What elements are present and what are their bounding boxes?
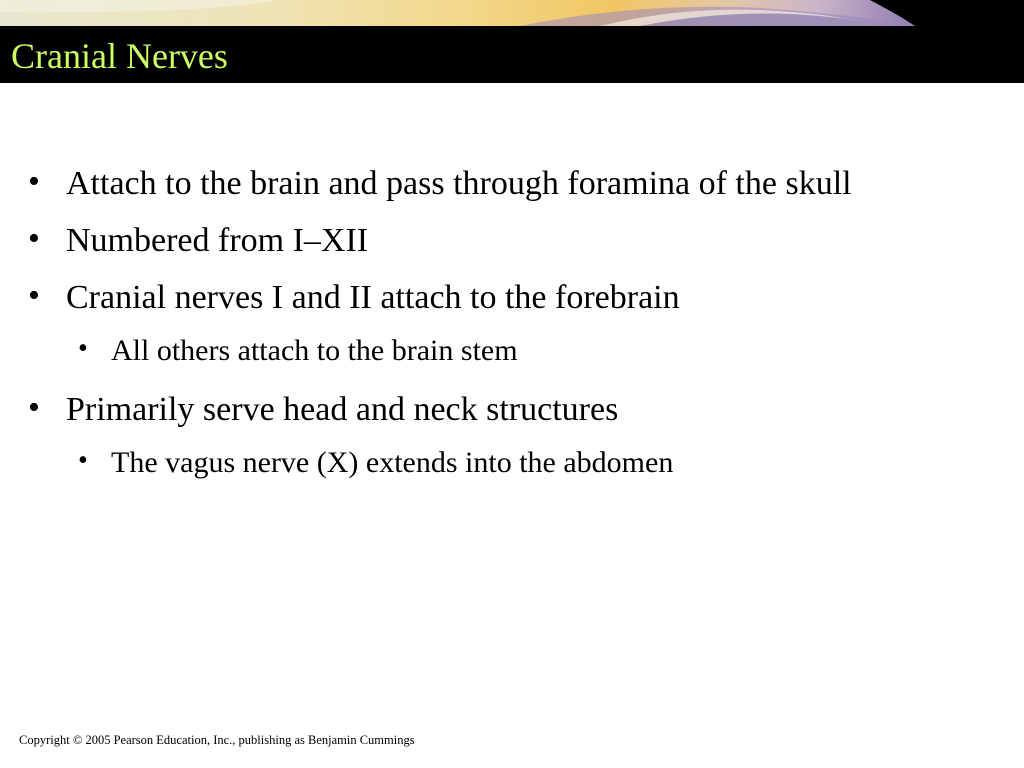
sub-bullet-icon: • [78, 445, 88, 476]
copyright-footer: Copyright © 2005 Pearson Education, Inc., publishing as Benjamin Cummings [19, 733, 415, 747]
sub-bullet-item [0, 443, 1024, 498]
bullet-item [0, 386, 1024, 443]
bullet-icon: • [28, 277, 40, 314]
bullet-list [0, 160, 1024, 498]
bullet-item [0, 274, 1024, 331]
bullet-text: Primarily serve head and neck structures [66, 391, 619, 428]
slide-title: Cranial Nerves [11, 36, 228, 76]
sub-bullet-icon: • [78, 333, 88, 364]
decorative-banner [0, 0, 1024, 26]
bullet-icon: • [28, 163, 40, 200]
sub-bullet-item [0, 331, 1024, 386]
sub-bullet-text: All others attach to the brain stem [111, 334, 518, 367]
banner-art [0, 0, 1024, 26]
sub-bullet-text: The vagus nerve (X) extends into the abdomen [111, 446, 674, 479]
bullet-item [0, 217, 1024, 274]
bullet-icon: • [28, 220, 40, 257]
bullet-item [0, 160, 1024, 217]
bullet-text: Numbered from I–XII [66, 222, 369, 259]
bullet-icon: • [28, 389, 40, 426]
bullet-text: Attach to the brain and pass through foramina of the skull [66, 165, 852, 202]
bullet-text: Cranial nerves I and II attach to the forebrain [66, 279, 680, 316]
